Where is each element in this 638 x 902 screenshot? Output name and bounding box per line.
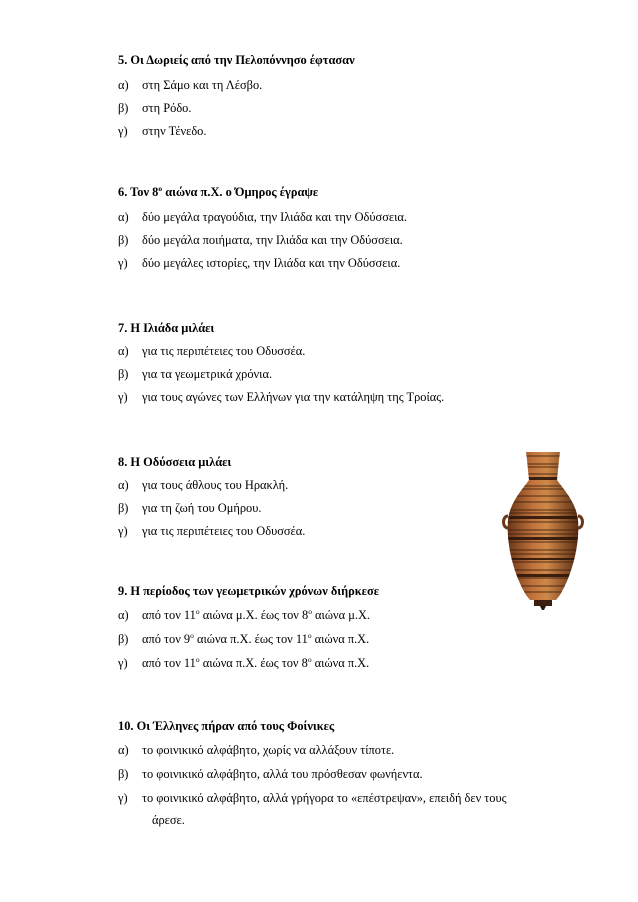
option-letter: γ) [118,124,128,138]
option-letter: β) [118,632,129,646]
option-text: για τους άθλους του Ηρακλή. [142,478,289,492]
question-7-option-c [118,390,444,405]
question-8-option-c [118,524,305,539]
question-10-option-c [118,791,507,806]
option-text: στην Τένεδο. [142,124,207,138]
option-text: για τα γεωμετρικά χρόνια. [142,367,273,381]
amphora-foot [534,600,552,606]
option-letter: γ) [118,656,128,670]
option-letter: α) [118,608,129,622]
question-6-option-b [118,233,403,248]
option-letter: α) [118,78,129,92]
question-10-option-a [118,743,394,758]
question-9-title: 9. Η περίοδος των γεωμετρικών χρόνων διήρκεσε [118,584,380,598]
question-9-option-b [118,632,369,647]
question-7-option-b [118,367,272,382]
question-10-option-b [118,767,423,782]
option-letter: γ) [118,524,128,538]
option-letter: α) [118,210,129,224]
option-text: για τη ζωή του Ομήρου. [142,501,262,515]
option-text: από τον $11^o$ αιώνα μ.Χ. έως τον $8^o$ αιώνα μ.Χ. [142,607,371,622]
ordinal-superscript: ο [158,184,163,193]
amphora-left-handle [504,516,509,528]
option-text: το φοινικικό αλφάβητο, αλλά γρήγορα το «επέστρεψαν», επειδή δεν τους [142,791,507,805]
question-6-title-part: 6. Τον 8 [118,185,159,199]
question-6-title [118,185,318,200]
question-6-option-c [118,256,400,271]
question-7-title: 7. Η Ιλιάδα μιλάει [118,321,215,335]
amphora-body [502,452,584,600]
option-letter: β) [118,101,129,115]
question-8-option-a [118,478,288,493]
option-letter: γ) [118,256,128,270]
option-letter: β) [118,367,129,381]
option-text: στη Ρόδο. [142,101,192,115]
question-6-option-a [118,210,407,225]
option-text: από τον $11^o$ αιώνα π.Χ. έως τον $8^o$ αιώνα π.Χ. [142,655,370,670]
question-5-option-a [118,78,262,93]
option-letter: α) [118,743,129,757]
option-text: δύο μεγάλα ποιήματα, την Ιλιάδα και την Οδύσσεια. [142,233,403,247]
option-letter: α) [118,478,129,492]
amphora-image [502,450,584,612]
option-text: για τους αγώνες των Ελλήνων για την κατάληψη της Τροίας. [142,390,445,404]
option-text: για τις περιπέτειες του Οδυσσέα. [142,524,306,538]
question-9-option-a [118,608,370,623]
question-9-option-c [118,656,369,671]
amphora-right-handle [578,516,583,528]
question-5-title: 5. Οι Δωριείς από την Πελοπόννησο έφτασαν [118,53,355,67]
option-text: για τις περιπέτειες του Οδυσσέα. [142,344,306,358]
option-letter: γ) [118,390,128,404]
question-7-option-a [118,344,305,359]
question-5-option-c [118,124,206,139]
question-6-title-part: αιώνα π.Χ. ο Όμηρος έγραψε [162,185,319,199]
option-text: από τον $9^o$ αιώνα π.Χ. έως τον $11^o$ αιώνα π.Χ. [142,631,370,646]
option-text: στη Σάμο και τη Λέσβο. [142,78,263,92]
option-letter: β) [118,233,129,247]
option-text: δύο μεγάλες ιστορίες, την Ιλιάδα και την Οδύσσεια. [142,256,401,270]
question-10-title: 10. Οι Έλληνες πήραν από τους Φοίνικες [118,719,335,733]
option-text: δύο μεγάλα τραγούδια, την Ιλιάδα και την Οδύσσεια. [142,210,408,224]
option-letter: α) [118,344,129,358]
option-text: το φοινικικό αλφάβητο, χωρίς να αλλάξουν τίποτε. [142,743,395,757]
option-letter: β) [118,501,129,515]
question-5-option-b [118,101,191,116]
option-letter: β) [118,767,129,781]
option-text: το φοινικικό αλφάβητο, αλλά του πρόσθεσαν φωνήεντα. [142,767,423,781]
question-8-title: 8. Η Οδύσσεια μιλάει [118,455,232,469]
question-10-option-c-continuation: άρεσε. [152,813,185,827]
question-8-option-b [118,501,261,516]
option-letter: γ) [118,791,128,805]
